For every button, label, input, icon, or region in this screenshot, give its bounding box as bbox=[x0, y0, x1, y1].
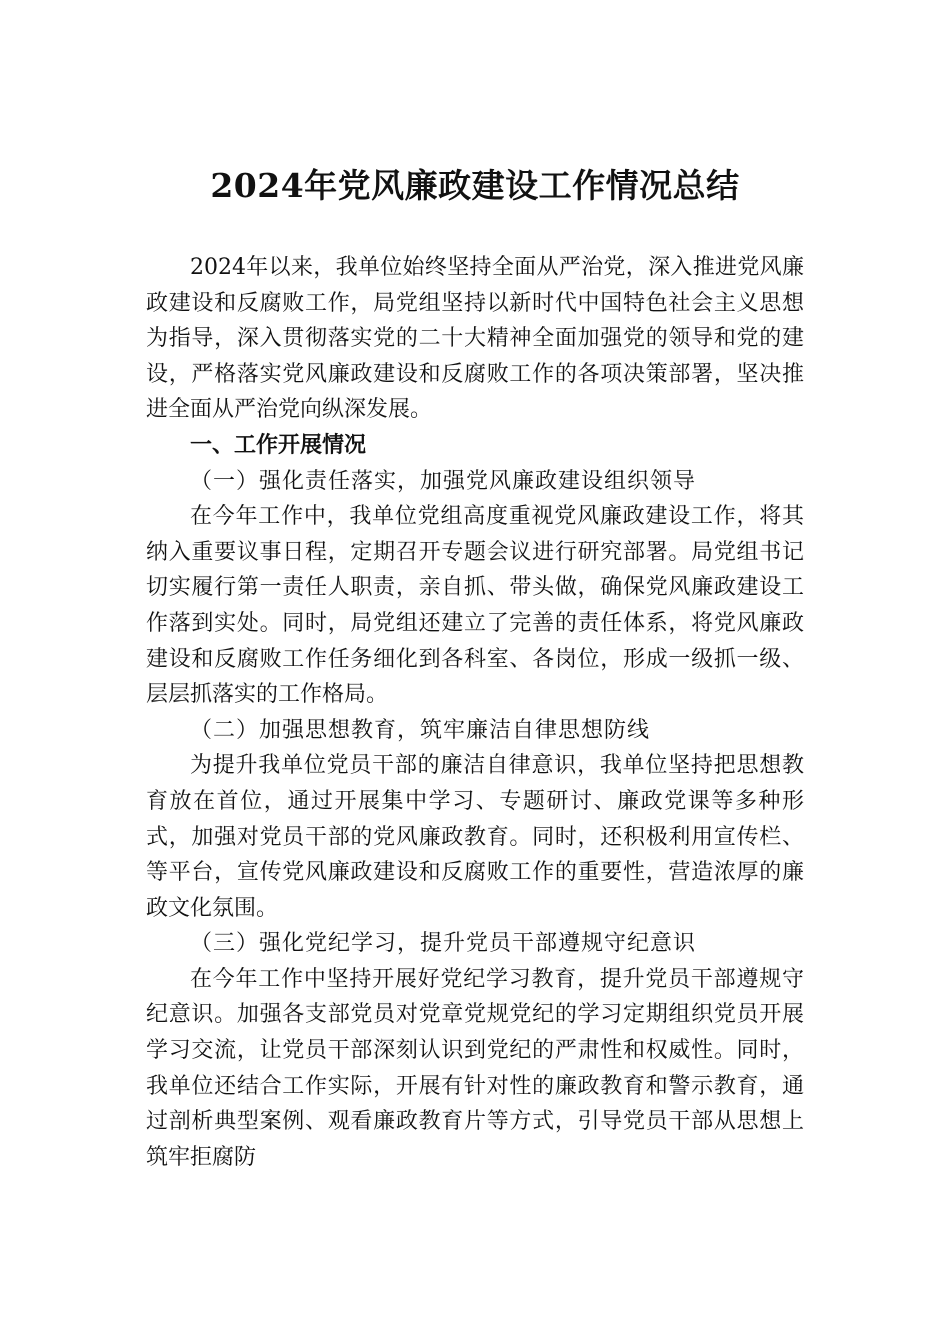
subsection-paragraph-3: 在今年工作中坚持开展好党纪学习教育，提升党员干部遵规守纪意识。加强各支部党员对党章党规党纪的学习定期组织党员开展学习交流，让党员干部深刻认识到党纪的严肃性和权威性。同时，我单位还结合工作实际，开展有针对性的廉政教育和警示教育，通过剖析典型案例、观看廉政教育片等方式，引导党员干部从思想上筑牢拒腐防 bbox=[146, 966, 804, 1170]
subsection-paragraph-2: 为提升我单位党员干部的廉洁自律意识，我单位坚持把思想教育放在首位，通过开展集中学习、专题研讨、廉政党课等多种形式，加强对党员干部的党风廉政教育。同时，还积极利用宣传栏、等平台，宣传党风廉政建设和反腐败工作的重要性，营造浓厚的廉政文化氛围。 bbox=[146, 753, 804, 921]
section-heading: 一、工作开展情况 bbox=[190, 432, 367, 458]
document-title: 2024年党风廉政建设工作情况总结 bbox=[210, 166, 740, 205]
subsection-heading-1: （一）强化责任落实，加强党风廉政建设组织领导 bbox=[190, 468, 697, 494]
document-body bbox=[146, 250, 804, 1175]
subsection-paragraph-1: 在今年工作中，我单位党组高度重视党风廉政建设工作，将其纳入重要议事日程，定期召开专题会议进行研究部署。局党组书记切实履行第一责任人职责，亲自抓、带头做，确保党风廉政建设工作落到实处。同时，局党组还建立了完善的责任体系，将党风廉政建设和反腐败工作任务细化到各科室、各岗位，形成一级抓一级、层层抓落实的工作格局。 bbox=[146, 504, 804, 708]
intro-paragraph: 2024年以来，我单位始终坚持全面从严治党，深入推进党风廉政建设和反腐败工作，局党组坚持以新时代中国特色社会主义思想为指导，深入贯彻落实党的二十大精神全面加强党的领导和党的建设，严格落实党风廉政建设和反腐败工作的各项决策部署，坚决推进全面从严治党向纵深发展。 bbox=[146, 255, 804, 423]
subsection-heading-2: （二）加强思想教育，筑牢廉洁自律思想防线 bbox=[190, 717, 651, 743]
subsection-heading-3: （三）强化党纪学习，提升党员干部遵规守纪意识 bbox=[190, 931, 697, 957]
